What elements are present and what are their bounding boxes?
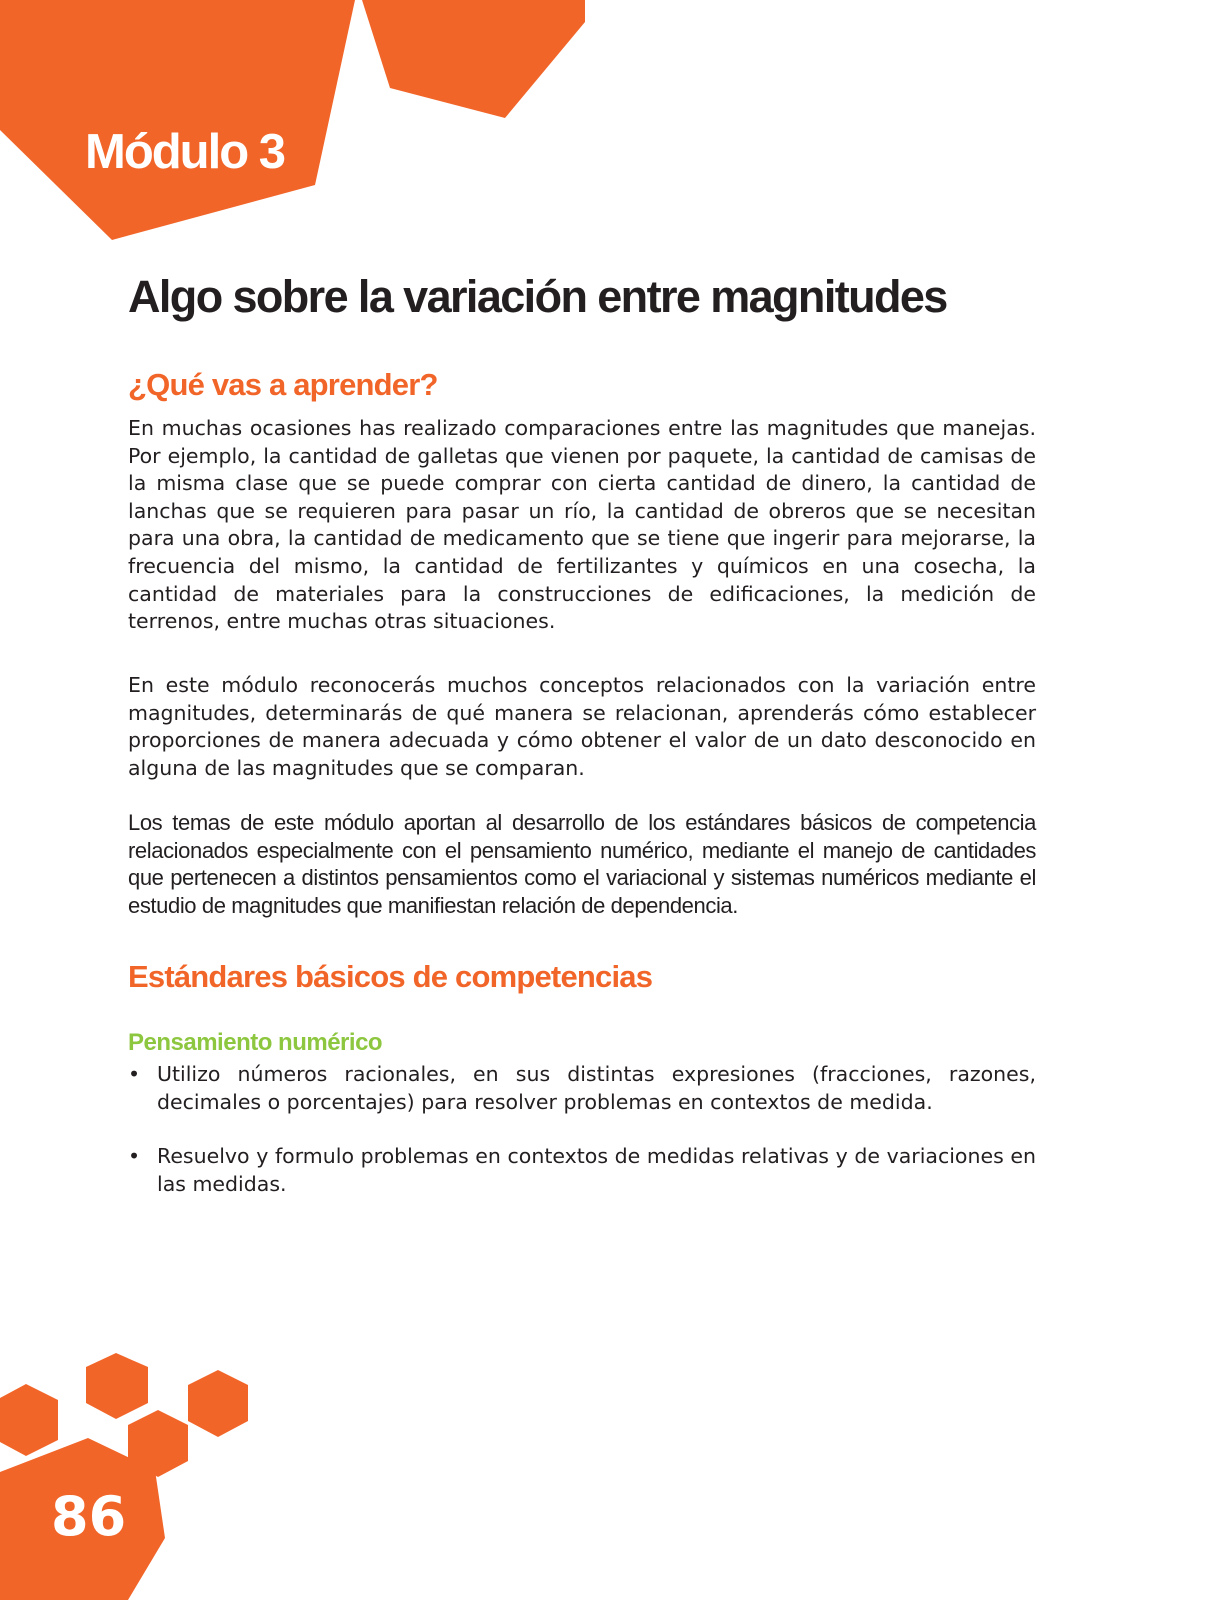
list-item-text: Resuelvo y formulo problemas en contextos de medidas relativas y de variaciones en las medidas. [157,1144,1036,1196]
top-hexagon-shape [362,0,585,118]
list-item [128,1143,1036,1198]
standards-paragraph: Los temas de este módulo aportan al desarrollo de los estándares básicos de competencia relacionados especialmente con el pensamiento numérico, mediante el manejo de cantidades que pertenecen a distintos pensamientos como el variacional y sistemas numéricos mediante el estudio de magnitudes que manifiestan relación de dependencia. [128,810,1036,918]
list-item-text: Utilizo números racionales, en sus distintas expresiones (fracciones, razones, decimales o porcentajes) para resolver problemas en contextos de medida. [157,1062,1036,1114]
section-heading-learn: ¿Qué vas a aprender? [128,367,438,402]
hexagon-decoration [0,1384,58,1456]
subheading-numeric-thinking: Pensamiento numérico [128,1029,383,1056]
intro-paragraph: En muchas ocasiones has realizado comparaciones entre las magnitudes que manejas. Por ejemplo, la cantidad de galletas que vienen por paquete, la cantidad de camisas de la misma clase que se puede comprar con cierta cantidad de dinero, la cantidad de lanchas que se requieren para pasar un río, la cantidad de obreros que se necesitan para una obra, la cantidad de medicamento que se tiene que ingerir para mejorarse, la frecuencia del mismo, la cantidad de fertilizantes y químicos en una cosecha, la cantidad de materiales para la construcciones de edificaciones, la medición de terrenos, entre muchas otras situaciones. [128,416,1036,634]
bullet-icon: • [128,1062,141,1086]
module-banner-shape [0,0,355,240]
hexagon-decoration [188,1370,248,1437]
standards-list [128,1061,1036,1225]
page-title: Algo sobre la variación entre magnitudes [128,271,947,322]
module-label: Módulo 3 [85,125,285,179]
module-paragraph: En este módulo reconocerás muchos conceptos relacionados con la variación entre magnitudes, determinarás de qué manera se relacionan, aprenderás cómo establecer proporciones de manera adecuada y cómo obtener el valor de un dato desconocido en alguna de las magnitudes que se comparan. [128,673,1036,780]
page-number: 86 [51,1485,127,1548]
section-heading-standards: Estándares básicos de competencias [128,959,653,994]
list-item [128,1061,1036,1116]
hexagon-decoration [86,1353,148,1419]
bullet-icon: • [128,1144,141,1169]
